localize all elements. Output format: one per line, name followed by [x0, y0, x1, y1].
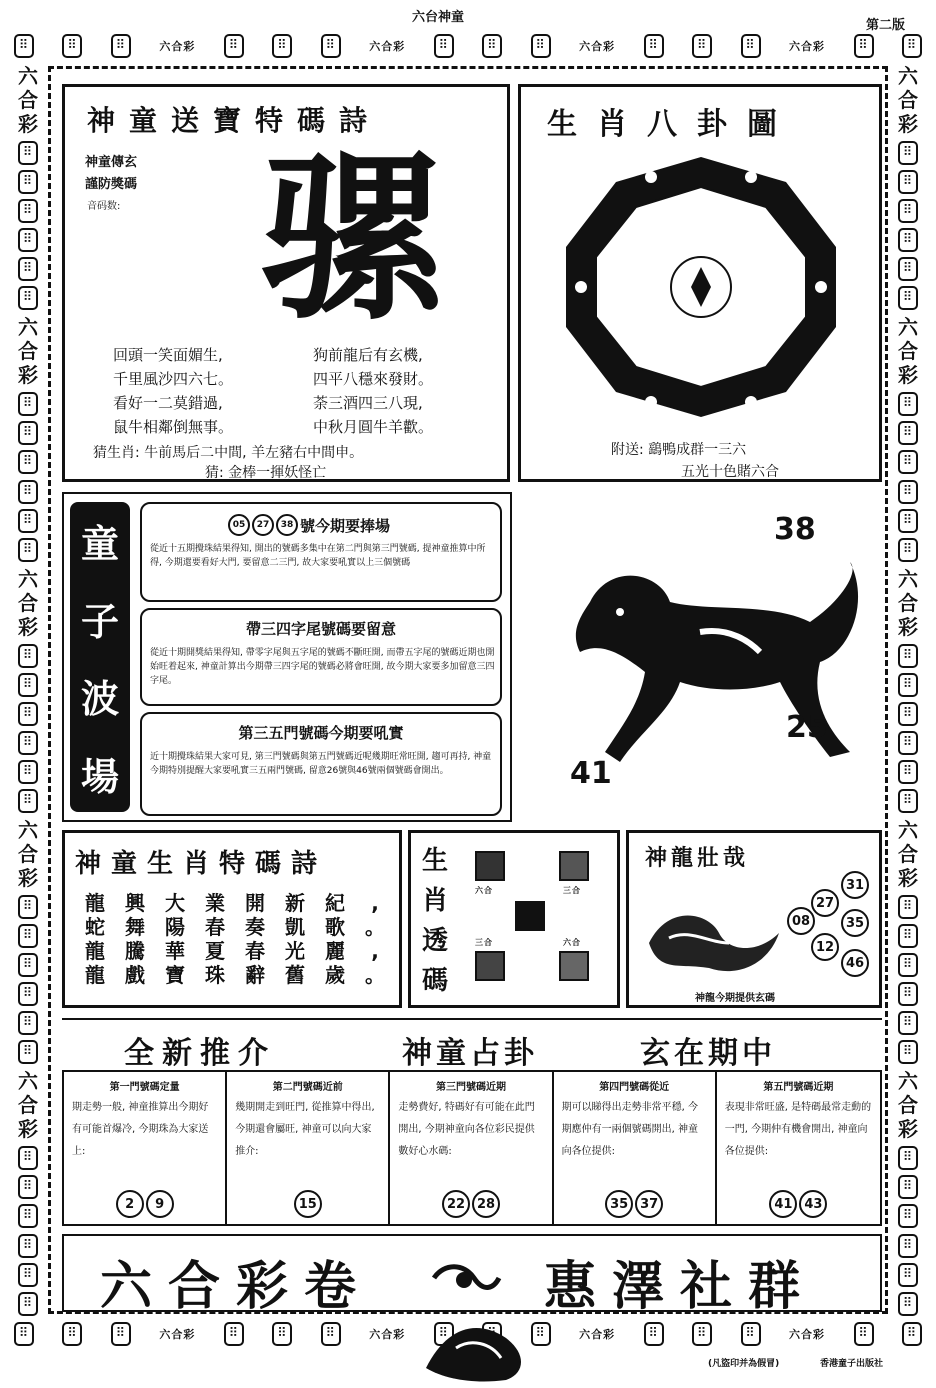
zodiac-icon-tile: [475, 951, 505, 981]
border-chip-icon: [18, 228, 38, 252]
zodiac-poem-char: 龍: [85, 963, 105, 987]
border-chip-icon: [531, 34, 551, 58]
border-vertical-char: 六: [18, 817, 38, 842]
border-chip-icon: [898, 702, 918, 726]
poem-line: 狗前龍后有玄機,: [313, 346, 423, 364]
footer-right-text: 惠澤社群: [544, 1257, 817, 1317]
door-panel: [390, 1072, 553, 1224]
zodiac-poem-char: 光: [285, 939, 305, 963]
door-numbers: [554, 1190, 715, 1218]
border-chip-icon: [272, 34, 292, 58]
border-vertical-label: [18, 567, 38, 639]
border-vertical-char: 彩: [898, 614, 918, 639]
border-chip-icon: [18, 924, 38, 948]
door-numbers: [717, 1190, 880, 1218]
section-heading: 帶三四字尾號碼要留意: [245, 620, 396, 638]
bagua-box: [518, 84, 882, 482]
poem-line: 中秋月圓牛羊歡。: [313, 418, 434, 436]
border-label: 六合彩: [369, 40, 406, 53]
border-chip-icon: [18, 509, 38, 533]
banner-right: 玄在期中: [640, 1036, 776, 1071]
bagua-title: 生肖八卦圖: [547, 107, 797, 142]
border-chip-icon: [898, 673, 918, 697]
door-numbers: [64, 1190, 225, 1218]
dragon-title: 神龍壯哉: [645, 846, 750, 871]
shengxiao-label: 三合: [563, 886, 581, 895]
border-label: 六合彩: [159, 1328, 196, 1341]
horse-number-3: 41: [570, 756, 612, 791]
border-chip-icon: [898, 1292, 918, 1316]
border-chip-icon: [898, 924, 918, 948]
border-vertical-char: 合: [898, 590, 918, 615]
border-chip-icon: [854, 1322, 874, 1346]
border-chip-icon: [111, 34, 131, 58]
zodiac-poem-char: 陽: [165, 915, 185, 939]
border-chip-icon: [898, 644, 918, 668]
border-vertical-label: [18, 315, 38, 387]
dragon-number: 12: [811, 933, 839, 961]
border-chip-icon: [898, 421, 918, 445]
shengxiao-title: [417, 841, 453, 1001]
border-vertical-char: 六: [898, 1069, 918, 1094]
tongzi-char: 場: [80, 754, 119, 799]
zodiac-poem-char: 春: [245, 939, 265, 963]
border-chip-icon: [18, 257, 38, 281]
border-vertical-char: 六: [898, 566, 918, 591]
section-circle: 38: [276, 514, 298, 536]
tongzi-char: 子: [80, 599, 119, 644]
poem-box: [62, 84, 510, 482]
shengxiao-label: 三合: [475, 938, 493, 947]
bagua-note-2: 五光十色賭六合: [681, 464, 779, 480]
border-chip-icon: [692, 34, 712, 58]
border-vertical-char: 合: [18, 339, 38, 364]
border-chip-icon: [898, 257, 918, 281]
border-chip-icon: [18, 982, 38, 1006]
door-number: 43: [799, 1190, 827, 1218]
dragon-number: 35: [841, 909, 869, 937]
border-vertical-label: [898, 1069, 918, 1141]
section-heading-row: [228, 514, 390, 536]
border-chip-icon: [18, 760, 38, 784]
border-chip-icon: [18, 1292, 38, 1316]
border-chip-icon: [692, 1322, 712, 1346]
right-border-strip: [894, 64, 922, 1316]
border-chip-icon: [898, 953, 918, 977]
doors-row: [62, 1070, 882, 1226]
door-body: 期走勢一般, 神童推算出今期好有可能首爆冷, 今期珠為大家送上:: [72, 1102, 209, 1157]
tongzi-char: 波: [80, 677, 119, 722]
dragon-number: 08: [787, 907, 815, 935]
guess-zodiac-line: 猜生肖: 牛前馬后二中間, 羊左豬右中間申。: [93, 445, 364, 461]
border-vertical-char: 合: [18, 841, 38, 866]
poem-label: 音码数:: [87, 201, 121, 212]
riddle-line: 猜: 金棒一揮妖怪亡: [205, 465, 327, 481]
zodiac-poem-char: 奏: [245, 915, 265, 939]
bagua-note-1: 附送: 鷂鴨成群一三六: [611, 442, 747, 458]
border-vertical-char: 六: [898, 817, 918, 842]
border-chip-icon: [898, 1234, 918, 1258]
dragon-illustration: [639, 883, 789, 983]
border-label: 六合彩: [579, 1328, 616, 1341]
border-chip-icon: [898, 895, 918, 919]
border-vertical-char: 合: [18, 88, 38, 112]
dragon-caption: 神龍今期提供玄碼: [695, 993, 775, 1004]
border-chip-icon: [224, 34, 244, 58]
border-chip-icon: [272, 1322, 292, 1346]
zodiac-poem-char: 春: [205, 915, 225, 939]
border-vertical-label: [18, 818, 38, 890]
door-heading: 第五門號碼近期: [763, 1082, 834, 1093]
border-chip-icon: [898, 228, 918, 252]
zodiac-poem-char: 凱: [285, 915, 305, 939]
zodiac-poem-char: 珠: [205, 963, 225, 987]
door-number: 37: [635, 1190, 663, 1218]
door-number: 35: [605, 1190, 633, 1218]
border-chip-icon: [18, 789, 38, 813]
border-chip-icon: [434, 34, 454, 58]
banner-mid: 神童占卦: [402, 1036, 538, 1071]
border-chip-icon: [898, 1204, 918, 1228]
border-vertical-char: 合: [898, 841, 918, 866]
border-chip-icon: [111, 1322, 131, 1346]
border-vertical-char: 六: [18, 1069, 38, 1094]
poem-line: 荼三酒四三八現,: [313, 394, 423, 412]
border-vertical-char: 合: [898, 339, 918, 364]
border-chip-icon: [898, 480, 918, 504]
credit-left: (凡盜印并為假冒): [708, 1359, 780, 1369]
zodiac-poem-char: 騰: [125, 939, 145, 963]
door-heading: 第二門號碼近前: [272, 1082, 343, 1093]
poem-line: 回頭一笑面媚生,: [113, 346, 223, 364]
border-chip-icon: [898, 1263, 918, 1287]
border-chip-icon: [18, 141, 38, 165]
border-chip-icon: [898, 286, 918, 310]
border-chip-icon: [898, 731, 918, 755]
border-chip-icon: [18, 450, 38, 474]
zodiac-poem-char: 麗: [325, 939, 345, 963]
border-vertical-label: [898, 567, 918, 639]
zodiac-poem-char: ,: [371, 891, 379, 915]
border-chip-icon: [902, 34, 922, 58]
border-vertical-char: 彩: [18, 614, 38, 639]
poem-line: 看好一二莫錯過,: [113, 394, 223, 412]
border-vertical-char: 合: [898, 1093, 918, 1118]
border-label: 六合彩: [789, 40, 826, 53]
zodiac-poem-char: 歌: [325, 915, 345, 939]
border-chip-icon: [18, 644, 38, 668]
zodiac-poem-char: 業: [205, 891, 225, 915]
left-border-strip: [14, 64, 42, 1316]
poem-left-column: [113, 343, 233, 439]
border-chip-icon: [321, 34, 341, 58]
border-chip-icon: [14, 34, 34, 58]
border-chip-icon: [898, 789, 918, 813]
tongzi-section-2: [140, 608, 502, 706]
border-chip-icon: [18, 731, 38, 755]
shengxiao-label: 六合: [475, 886, 493, 895]
section-body: 從近十期開獎結果得知, 帶零字尾與五字尾的號碼不斷旺開, 而帶五字尾的號碼近期也開始旺着起來, 神童計算出今期帶三四字尾的號碼必將會旺開, 故今期大家要多加留意三四字尾。: [150, 648, 495, 686]
zodiac-poem-char: 舊: [285, 963, 305, 987]
border-chip-icon: [18, 1204, 38, 1228]
zodiac-icon-tile: [559, 951, 589, 981]
border-chip-icon: [898, 760, 918, 784]
border-vertical-char: 彩: [18, 1117, 38, 1142]
door-panel: [64, 1072, 227, 1224]
tongzi-box: [62, 492, 512, 822]
door-number: 22: [442, 1190, 470, 1218]
section-body: 從近十五期攪珠結果得知, 開出的號碼多集中在第二門與第三門號碼, 提神童推算中所得, 今期還要看好大門, 要留意二三門, 故大家要吼實以上三個號碼: [150, 544, 486, 568]
door-body: 幾期開走到旺門, 從推算中得出, 今期還會屬旺, 神童可以向大家推介:: [235, 1102, 375, 1157]
section-body: 近十期攪珠結果大家可見, 第三門號碼與第五門號碼近呢幾期旺常旺開, 趨可再持, 神童今期特別提醒大家要吼實三五兩門號碼, 留意26號與46號兩個號碼會開出。: [150, 752, 492, 776]
bottom-ornament: [416, 1318, 536, 1384]
border-chip-icon: [18, 953, 38, 977]
border-chip-icon: [741, 1322, 761, 1346]
dragon-box: [626, 830, 882, 1008]
door-number: 15: [294, 1190, 322, 1218]
border-chip-icon: [224, 1322, 244, 1346]
border-vertical-char: 彩: [898, 363, 918, 388]
horse-number-2: 25: [786, 710, 828, 745]
zodiac-poem-char: 蛇: [85, 915, 105, 939]
zodiac-poem-char: 歲: [325, 963, 345, 987]
banner-left: 全新推介: [124, 1036, 276, 1071]
border-chip-icon: [18, 895, 38, 919]
border-chip-icon: [898, 141, 918, 165]
zodiac-poem-char: 大: [165, 891, 185, 915]
border-chip-icon: [898, 170, 918, 194]
zodiac-icon-tile: [515, 901, 545, 931]
border-vertical-char: 六: [18, 566, 38, 591]
zodiac-poem-char: 華: [165, 939, 185, 963]
zodiac-poem-char: 龍: [85, 891, 105, 915]
banner-row: [62, 1018, 882, 1070]
poem-subtitle-2: 謹防獎碼: [85, 177, 138, 192]
dragon-number: 31: [841, 871, 869, 899]
border-chip-icon: [898, 509, 918, 533]
section-heading: 第三五門號碼今期要吼實: [238, 724, 404, 742]
edition-label: 第二版: [866, 18, 906, 33]
footer-left-text: 六合彩卷: [100, 1257, 373, 1317]
poem-box-title: 神童送寶特碼詩: [87, 104, 382, 137]
zodiac-icon-tile: [559, 851, 589, 881]
border-vertical-label: [898, 315, 918, 387]
bagua-diagram: [551, 147, 851, 427]
border-chip-icon: [644, 1322, 664, 1346]
zodiac-poem-char: 戲: [125, 963, 145, 987]
zodiac-poem-char: 辭: [245, 963, 265, 987]
header-center: 六台神童: [412, 10, 465, 25]
border-chip-icon: [898, 392, 918, 416]
zodiac-poem-char: 。: [365, 915, 385, 939]
shengxiao-label: 六合: [563, 938, 581, 947]
zodiac-poem-char: 新: [285, 891, 305, 915]
zodiac-poem-char: 寶: [165, 963, 185, 987]
zodiac-poem-title: 神童生肖特碼詩: [75, 849, 328, 879]
zodiac-poem-char: 龍: [85, 939, 105, 963]
footer-ornament: [424, 1258, 504, 1298]
border-vertical-char: 彩: [18, 865, 38, 890]
door-number: 9: [146, 1190, 174, 1218]
zodiac-poem-char: 紀: [325, 891, 345, 915]
border-chip-icon: [62, 1322, 82, 1346]
border-vertical-char: 六: [898, 315, 918, 340]
door-numbers: [227, 1190, 388, 1218]
border-chip-icon: [62, 34, 82, 58]
tongzi-section-1: [140, 502, 502, 602]
zodiac-poem-char: ,: [371, 939, 379, 963]
border-chip-icon: [18, 702, 38, 726]
border-vertical-char: 六: [18, 64, 38, 88]
door-heading: 第四門號碼從近: [599, 1082, 670, 1093]
section-circle: 05: [228, 514, 250, 536]
border-label: 六合彩: [159, 40, 196, 53]
border-vertical-char: 彩: [898, 1117, 918, 1142]
shengxiao-char: 生: [421, 846, 448, 876]
border-vertical-char: 彩: [18, 112, 38, 136]
zodiac-poem-char: 舞: [125, 915, 145, 939]
dragon-number: 46: [841, 949, 869, 977]
zodiac-poem-box: [62, 830, 402, 1008]
border-vertical-char: 合: [18, 590, 38, 615]
door-panel: [227, 1072, 390, 1224]
border-vertical-label: [18, 64, 38, 136]
border-chip-icon: [18, 1175, 38, 1199]
border-chip-icon: [18, 170, 38, 194]
horse-panel: [520, 492, 882, 822]
border-chip-icon: [18, 199, 38, 223]
border-chip-icon: [898, 1011, 918, 1035]
dragon-number: 27: [811, 889, 839, 917]
zodiac-poem-char: 開: [245, 891, 265, 915]
special-glyph: 骡: [261, 133, 442, 344]
border-chip-icon: [482, 34, 502, 58]
shengxiao-char: 肖: [421, 886, 448, 916]
poem-line: 千里風沙四六七。: [113, 370, 234, 388]
zodiac-poem-char: 。: [365, 963, 385, 987]
border-chip-icon: [898, 1146, 918, 1170]
border-chip-icon: [18, 1234, 38, 1258]
poem-line: 四平八穩來發財。: [313, 370, 434, 388]
zodiac-poem-grid: [75, 891, 395, 987]
door-panel: [554, 1072, 717, 1224]
border-vertical-char: 彩: [18, 363, 38, 388]
border-vertical-char: 合: [18, 1093, 38, 1118]
border-chip-icon: [741, 34, 761, 58]
zodiac-poem-char: 夏: [205, 939, 225, 963]
border-vertical-char: 合: [898, 88, 918, 112]
border-label: 六合彩: [579, 40, 616, 53]
door-body: 期可以睇得出走勢非常平穩, 今期應仲有一兩個號碼開出, 神童向各位提供:: [561, 1102, 698, 1157]
border-chip-icon: [854, 34, 874, 58]
border-vertical-label: [18, 1069, 38, 1141]
tongzi-vertical-title: [70, 502, 130, 812]
border-chip-icon: [18, 421, 38, 445]
border-vertical-char: 彩: [898, 112, 918, 136]
border-chip-icon: [18, 538, 38, 562]
border-chip-icon: [18, 480, 38, 504]
border-label: 六合彩: [789, 1328, 826, 1341]
poem-subtitle-1: 神童傳玄: [85, 155, 138, 170]
door-body: 走勢費好, 特碼好有可能在此門開出, 今期神童向各位彩民提供數好心水碼:: [398, 1102, 535, 1157]
tongzi-char: 童: [80, 522, 119, 567]
door-panel: [717, 1072, 880, 1224]
door-number: 41: [769, 1190, 797, 1218]
border-vertical-char: 六: [18, 315, 38, 340]
door-heading: 第三門號碼近期: [435, 1082, 506, 1093]
border-chip-icon: [18, 1263, 38, 1287]
shengxiao-char: 碼: [421, 966, 448, 996]
border-vertical-char: 六: [898, 64, 918, 88]
poem-right-column: [313, 343, 433, 439]
border-chip-icon: [18, 392, 38, 416]
shengxiao-box: [408, 830, 620, 1008]
section-circle: 27: [252, 514, 274, 536]
tongzi-section-3: [140, 712, 502, 816]
section-heading: 號今期要捧場: [300, 516, 391, 535]
shengxiao-char: 透: [421, 926, 448, 956]
zodiac-poem-char: 興: [125, 891, 145, 915]
border-chip-icon: [321, 1322, 341, 1346]
border-chip-icon: [898, 199, 918, 223]
zodiac-icon-tile: [475, 851, 505, 881]
border-label: 六合彩: [369, 1328, 406, 1341]
door-number: 28: [472, 1190, 500, 1218]
poem-line: 鼠牛相鄰倒無事。: [113, 418, 234, 436]
border-chip-icon: [18, 1040, 38, 1064]
border-vertical-label: [898, 64, 918, 136]
border-chip-icon: [898, 982, 918, 1006]
door-body: 表現非常旺盛, 是特碼最常走動的一門, 今期仲有機會開出, 神童向各位提供:: [724, 1102, 872, 1157]
border-chip-icon: [18, 1011, 38, 1035]
door-heading: 第一門號碼定量: [109, 1082, 180, 1093]
border-chip-icon: [18, 1146, 38, 1170]
border-chip-icon: [898, 1040, 918, 1064]
horse-number-1: 38: [774, 512, 816, 547]
border-vertical-label: [898, 818, 918, 890]
top-border-strip: [14, 32, 922, 60]
border-chip-icon: [898, 538, 918, 562]
border-chip-icon: [18, 286, 38, 310]
door-number: 2: [116, 1190, 144, 1218]
border-chip-icon: [644, 34, 664, 58]
border-chip-icon: [14, 1322, 34, 1346]
border-chip-icon: [898, 1175, 918, 1199]
border-chip-icon: [902, 1322, 922, 1346]
door-numbers: [390, 1190, 551, 1218]
border-vertical-char: 彩: [898, 865, 918, 890]
border-chip-icon: [898, 450, 918, 474]
border-chip-icon: [18, 673, 38, 697]
footer-banner: [62, 1234, 882, 1317]
credit-right: 香港童子出版社: [820, 1359, 884, 1369]
